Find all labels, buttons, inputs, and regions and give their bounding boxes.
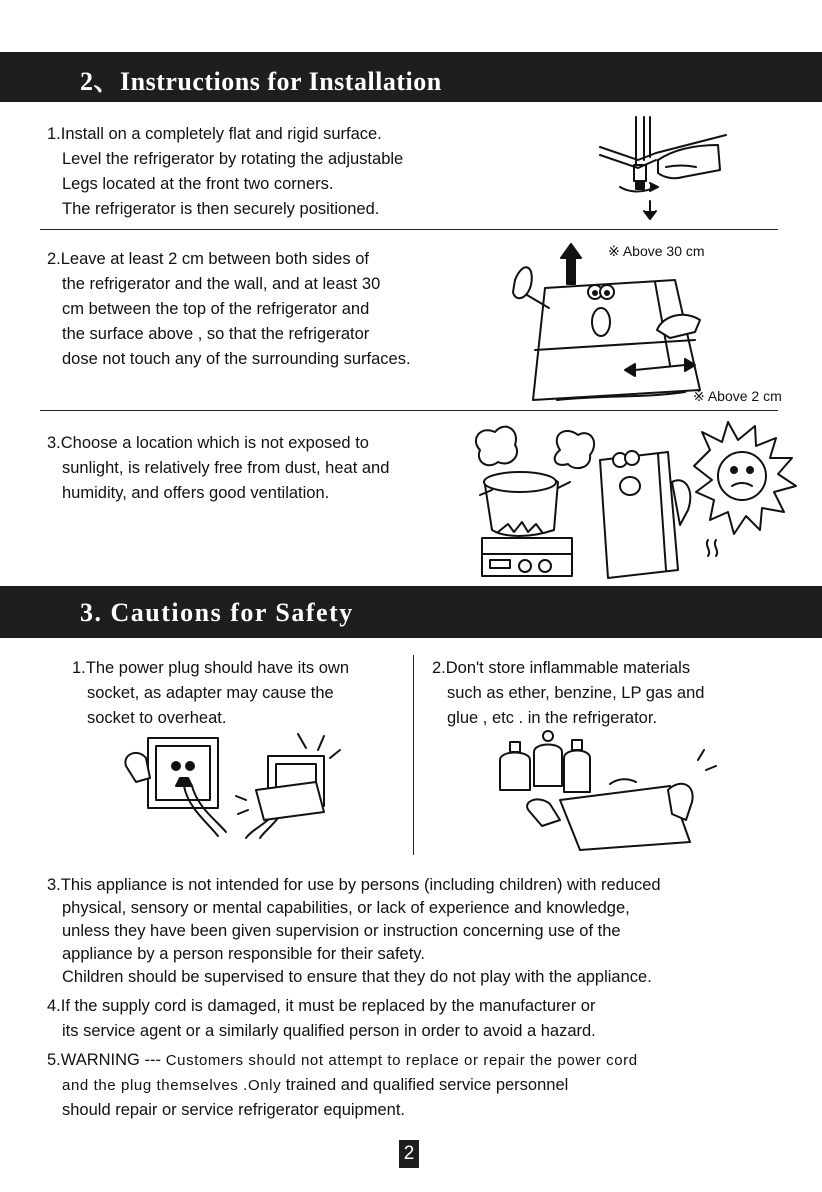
gas-cylinders-icon bbox=[490, 730, 720, 850]
section-header-installation bbox=[0, 52, 822, 102]
safety-item-5: 5.WARNING --- Customers should not attempt to replace or repair the power cord and the plug themselves .Only trained and qualified service personnel should repair or service refrigerator equipment. bbox=[47, 1051, 638, 1119]
fridge-clearance-icon bbox=[495, 240, 720, 408]
safety-item-2: 2.Don't store inflammable materials such as ether, benzine, LP gas and glue , etc . in the refrigerator. bbox=[432, 659, 705, 727]
safety-item-4: 4.If the supply cord is damaged, it must be replaced by the manufacturer or its service agent or a similarly qualified person in order to avoid a hazard. bbox=[47, 997, 596, 1040]
section-title: 3. Cautions for Safety bbox=[80, 598, 354, 627]
section-header-safety bbox=[0, 586, 822, 638]
callout-above-30cm: ※ Above 30 cm bbox=[608, 243, 705, 259]
divider bbox=[40, 410, 778, 411]
safety-item-3: 3.This appliance is not intended for use by persons (including children) with reduced physical, sensory or mental capabilities, or lack of experience and knowledge, unless they have been given supervision or instruction concerning use of the appliance by a person responsible for their safety. Children should be supervised to ensure that they do not play with the appliance. bbox=[47, 876, 661, 986]
stove-sun-icon bbox=[470, 420, 800, 580]
section-title: 2、Instructions for Installation bbox=[80, 67, 442, 96]
install-item-2: 2.Leave at least 2 cm between both sides of the refrigerator and the wall, and at least 30 cm between the top of the refrigerator and the surface above , so that the refrigerator dose not touch any of the surrounding surfaces. bbox=[47, 250, 411, 368]
safety-item-1: 1.The power plug should have its own socket, as adapter may cause the socket to overheat. bbox=[72, 659, 350, 727]
page-number: 2 bbox=[399, 1140, 419, 1168]
adjustable-leg-icon bbox=[598, 115, 728, 225]
install-item-3: 3.Choose a location which is not exposed to sunlight, is relatively free from dust, heat and humidity, and offers good ventilation. bbox=[47, 434, 390, 502]
callout-above-2cm: ※ Above 2 cm bbox=[693, 388, 782, 404]
install-item-1: 1.Install on a completely flat and rigid surface. Level the refrigerator by rotating the adjustable Legs located at the front two corners. The refrigerator is then securely positioned. bbox=[47, 125, 404, 218]
column-divider bbox=[413, 655, 414, 855]
plug-socket-icon bbox=[118, 728, 348, 838]
divider bbox=[40, 229, 778, 230]
